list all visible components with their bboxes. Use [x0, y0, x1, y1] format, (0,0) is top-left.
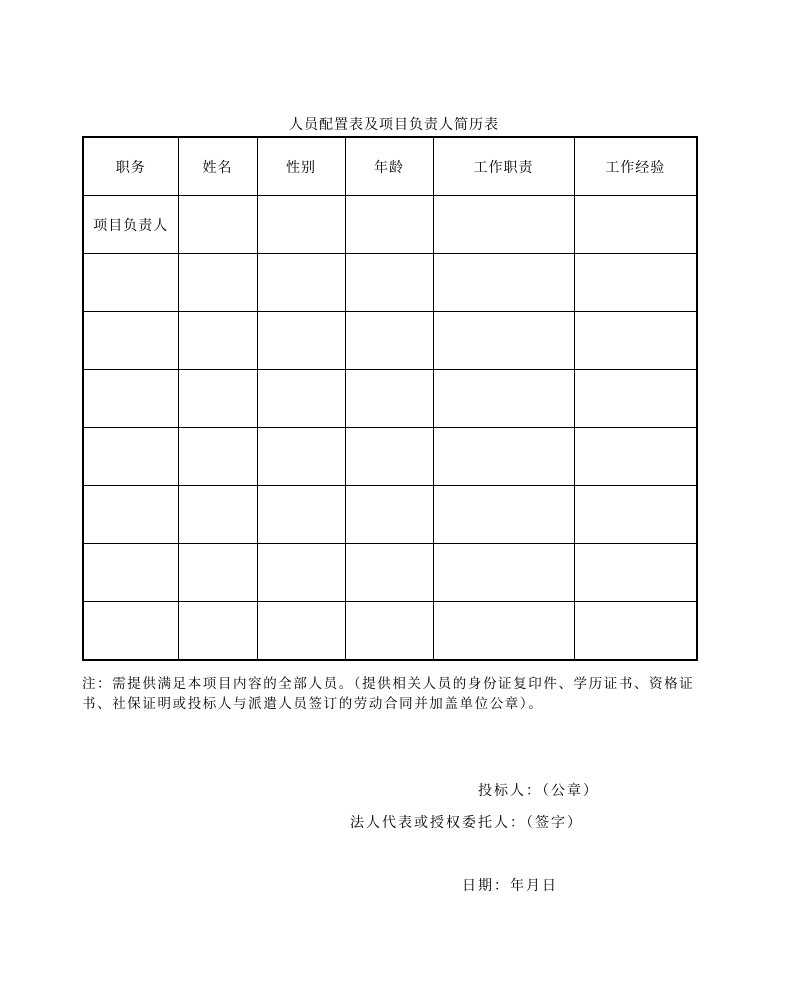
table-row	[83, 544, 697, 602]
column-header-gender: 性别	[257, 137, 345, 196]
table-row	[83, 602, 697, 661]
note-text: 注：需提供满足本项目内容的全部人员。（提供相关人员的身份证复印件、学历证书、资格证书、社保证明或投标人与派遣人员签订的劳动合同并加盖单位公章）。	[82, 676, 695, 712]
table-cell	[433, 602, 574, 661]
column-header-age: 年龄	[345, 137, 433, 196]
table-cell	[574, 428, 697, 486]
table-cell	[257, 544, 345, 602]
table-cell	[574, 486, 697, 544]
table-header-row	[83, 137, 697, 196]
table-cell	[178, 544, 257, 602]
table-cell	[345, 544, 433, 602]
table-cell	[257, 254, 345, 312]
table-cell	[83, 312, 178, 370]
table-cell	[345, 254, 433, 312]
table-row	[83, 254, 697, 312]
representative-signature-line: 法人代表或授权委托人：（签字）	[350, 815, 583, 831]
table-cell	[257, 370, 345, 428]
table-cell	[345, 312, 433, 370]
table-cell	[83, 544, 178, 602]
table-cell	[433, 312, 574, 370]
bidder-seal-line: 投标人：（公章）	[478, 783, 599, 799]
table-cell	[433, 254, 574, 312]
table-cell	[257, 602, 345, 661]
table-cell	[345, 486, 433, 544]
column-header-experience: 工作经验	[574, 137, 697, 196]
table-cell	[433, 196, 574, 254]
table-cell	[83, 428, 178, 486]
table-cell	[574, 254, 697, 312]
table-cell	[257, 486, 345, 544]
table-body	[83, 196, 697, 661]
table-cell	[345, 370, 433, 428]
table-cell	[178, 196, 257, 254]
column-header-position: 职务	[83, 137, 178, 196]
table-cell	[83, 370, 178, 428]
date-line: 日期：年月日	[462, 878, 558, 894]
table-row	[83, 312, 697, 370]
table-row	[83, 370, 697, 428]
table-cell	[345, 602, 433, 661]
table-cell	[574, 370, 697, 428]
table-row	[83, 428, 697, 486]
table-cell	[574, 312, 697, 370]
table-cell	[433, 428, 574, 486]
column-header-name: 姓名	[178, 137, 257, 196]
table-cell: 项目负责人	[83, 196, 178, 254]
table-cell	[433, 486, 574, 544]
table-cell	[83, 486, 178, 544]
table-cell	[83, 254, 178, 312]
table-row	[83, 196, 697, 254]
table-cell	[345, 196, 433, 254]
table-cell	[574, 602, 697, 661]
table-row	[83, 486, 697, 544]
table-cell	[83, 602, 178, 661]
table-cell	[574, 196, 697, 254]
table-cell	[257, 312, 345, 370]
page-title: 人员配置表及项目负责人简历表	[289, 117, 499, 133]
staff-table	[82, 136, 698, 661]
table-cell	[257, 196, 345, 254]
table-cell	[257, 428, 345, 486]
table-cell	[178, 254, 257, 312]
table-cell	[178, 486, 257, 544]
table-cell	[178, 312, 257, 370]
table-cell	[574, 544, 697, 602]
table-cell	[433, 370, 574, 428]
table-cell	[178, 370, 257, 428]
column-header-duties: 工作职责	[433, 137, 574, 196]
table-cell	[345, 428, 433, 486]
table-cell	[433, 544, 574, 602]
table-cell	[178, 602, 257, 661]
table-cell	[178, 428, 257, 486]
